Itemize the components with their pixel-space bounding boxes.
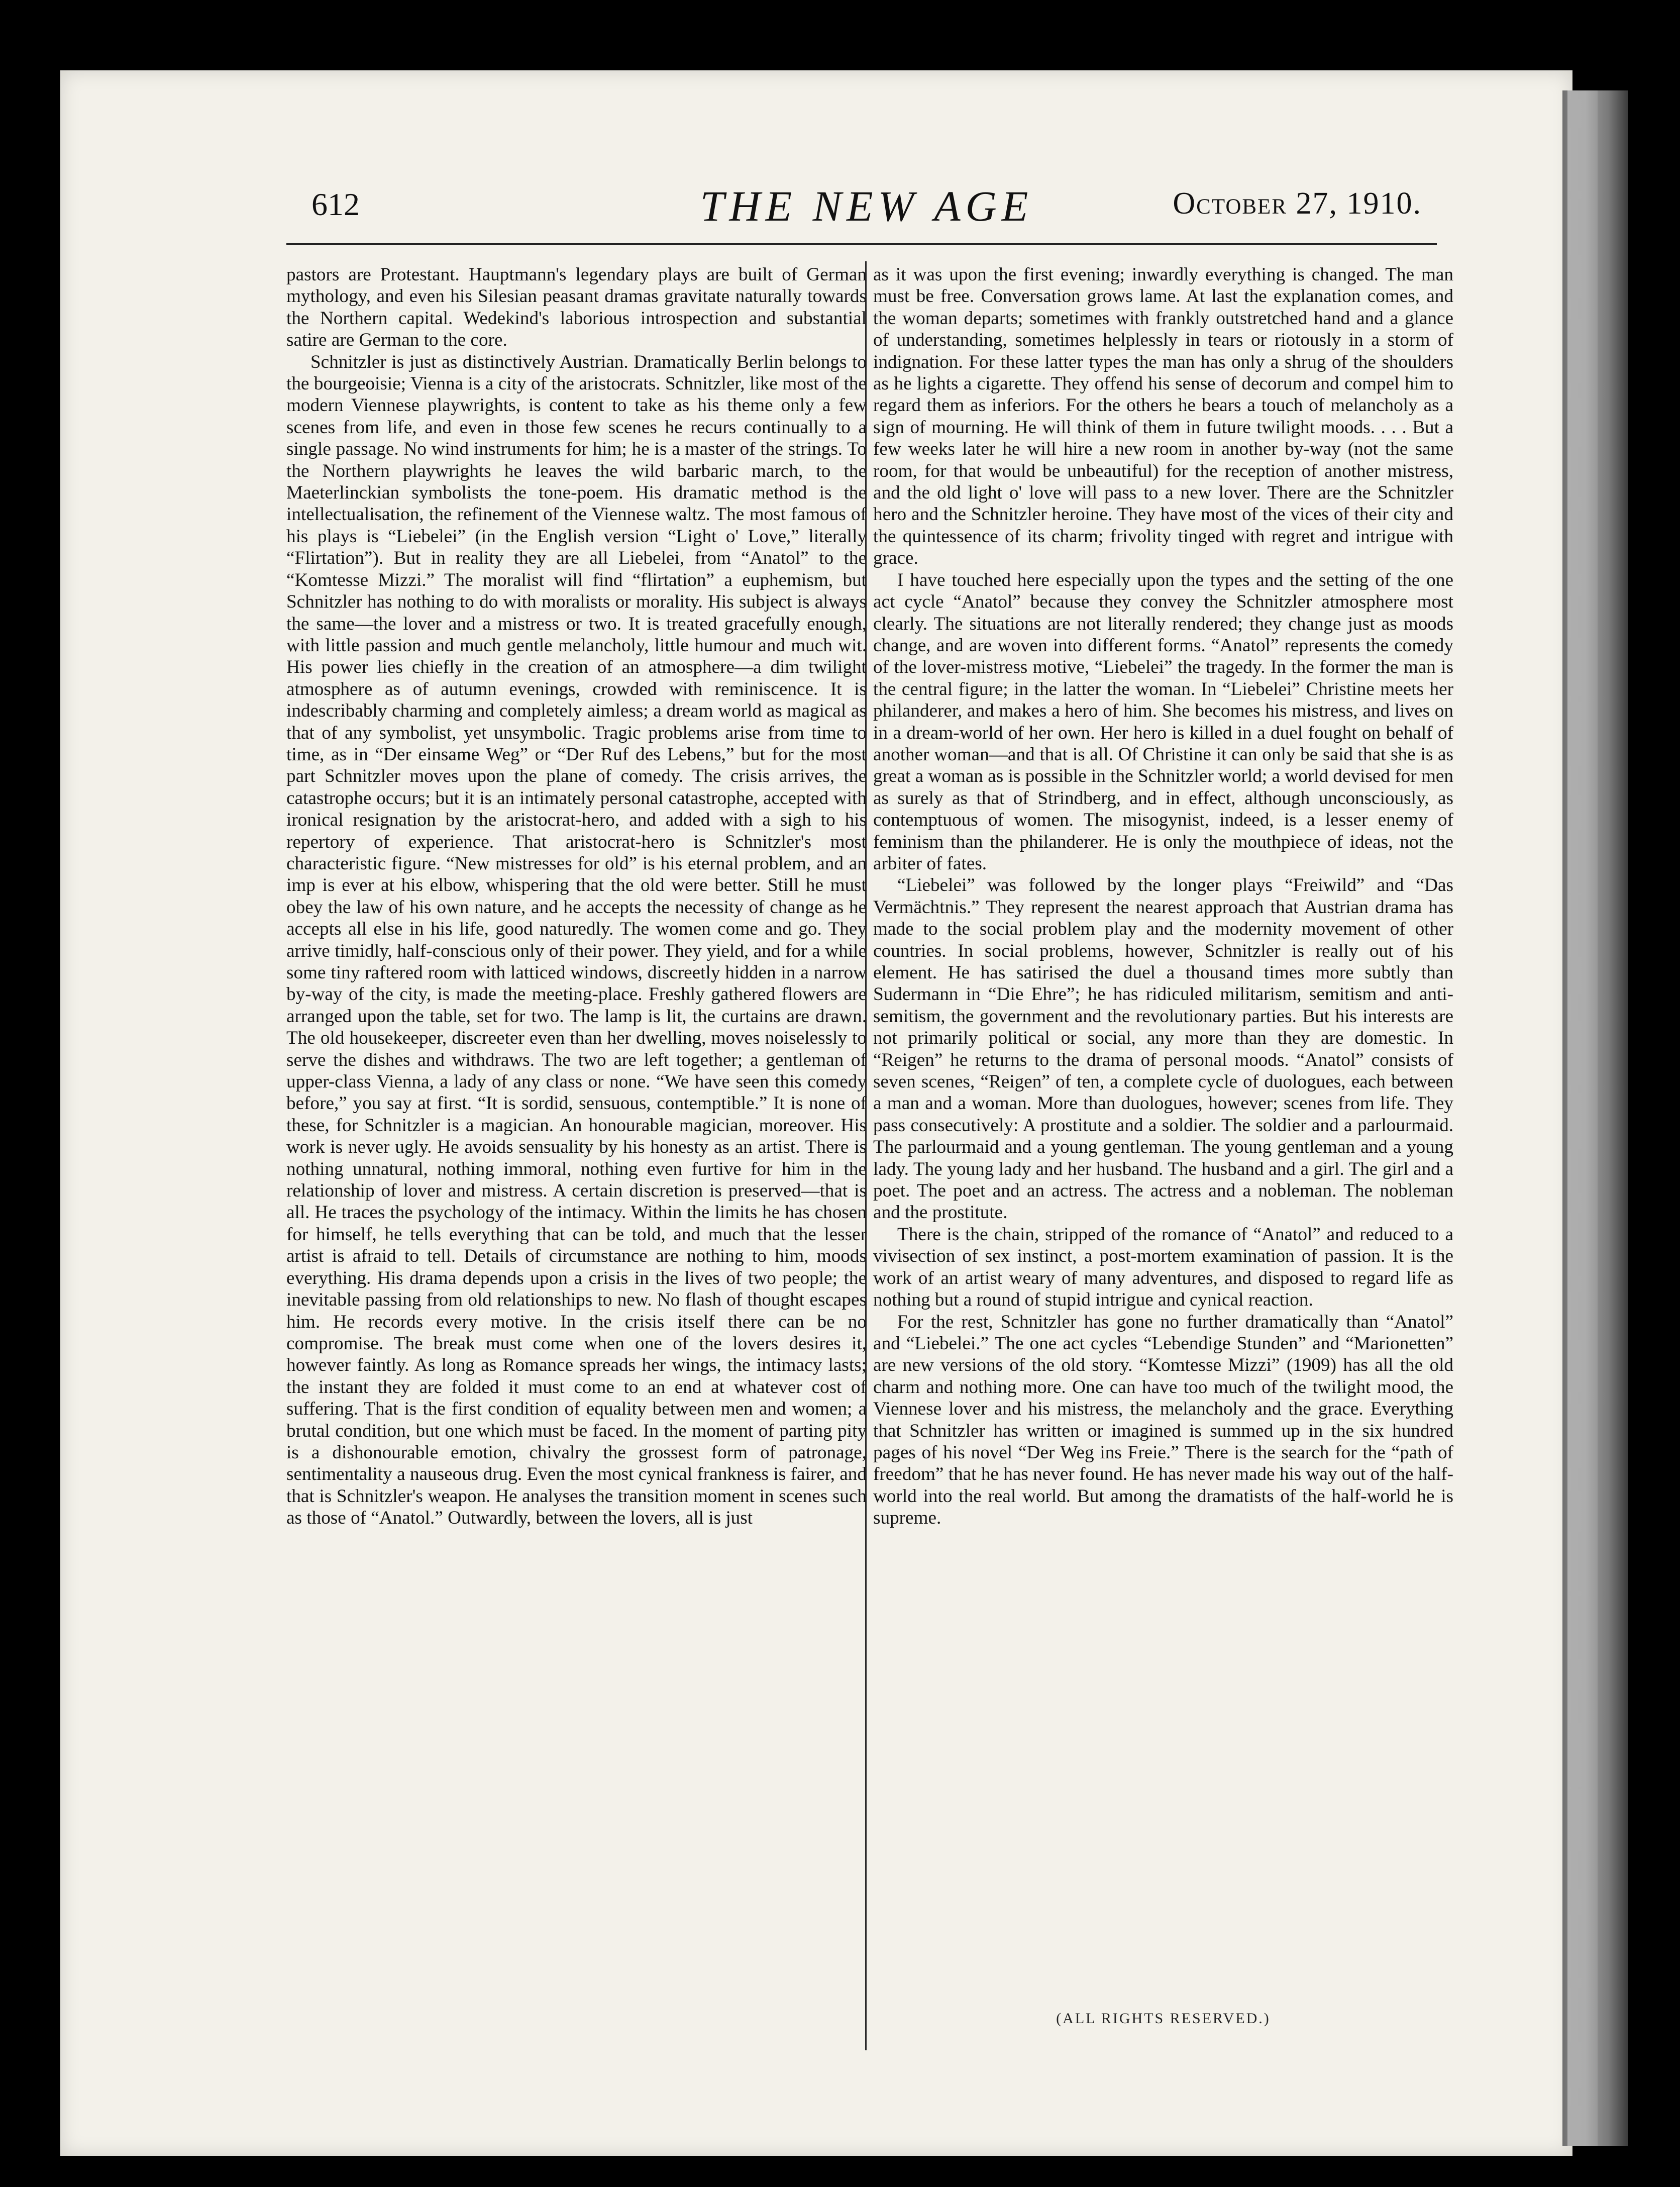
- issue-date: October 27, 1910.: [1173, 186, 1422, 221]
- right-column: [873, 264, 1453, 2053]
- page-header: [311, 181, 1422, 236]
- binding-edge-highlight: [1567, 90, 1598, 2146]
- rights-notice: (ALL RIGHTS RESERVED.): [1056, 2010, 1271, 2027]
- paragraph: Schnitzler is just as distinctively Austrian. Dramatically Berlin belongs to the bourgeoisie; Vienna is a city of the aristocrats. Schnitzler, like most of the modern Viennese playwrights, is content to take as his theme only a few scenes from life, and even in those few scenes he recurs continually to a single passage. No wind instruments for him; he is a master of the strings. To the Northern playwrights he leaves the wild barbaric march, to the Maeterlinckian symbolists the tone-poem. His dramatic method is the intellectualisation, the refinement of the Viennese waltz. The most famous of his plays is “Liebelei” (in the English version “Light o' Love,” literally “Flirtation”). But in reality they are all Liebelei, from “Anatol” to the “Komtesse Mizzi.” The moralist will find “flirtation” a euphemism, but Schnitzler has nothing to do with moralists or morality. His subject is always the same—the lover and a mistress or two. It is treated gracefully enough, with little passion and much gentle melancholy, little humour and much wit. His power lies chiefly in the creation of an atmosphere—a dim twilight atmosphere as of autumn evenings, crowded with reminiscence. It is indescribably charming and completely aimless; a dream world as magical as that of any symbolist, yet unsymbolic. Tragic problems arise from time to time, as in “Der einsame Weg” or “Der Ruf des Lebens,” but for the most part Schnitzler moves upon the plane of comedy. The crisis arrives, the catastrophe occurs; but it is an intimately personal catastrophe, accepted with ironical resignation by the aristocrat-hero, and added with a sigh to his repertory of experience. That aristocrat-hero is Schnitzler's most characteristic figure. “New mistresses for old” is his eternal problem, and an imp is ever at his elbow, whispering that the old were better. Still he must obey the law of his own nature, and he accepts the necessity of change as he accepts all else in his life, good naturedly. The women come and go. They arrive timidly, half-conscious only of their power. They yield, and for a while some tiny raftered room with latticed windows, discreetly hidden in a narrow by-way of the city, is made the meeting-place. Freshly gathered flowers are arranged upon the table, set for two. The lamp is lit, the curtains are drawn. The old housekeeper, discreeter even than her dwelling, moves noiselessly to serve the dishes and withdraws. The two are left together; a gentleman of upper-class Vienna, a lady of any class or none. “We have seen this comedy before,” you say at first. “It is sordid, sensuous, contemptible.” It is none of these, for Schnitzler is a magician. An honourable magician, moreover. His work is never ugly. He avoids sensuality by his honesty as an artist. There is nothing unnatural, nothing immoral, nothing even furtive for him in the relationship of lover and mistress. A certain discretion is preserved—that is all. He traces the psychology of the intimacy. Within the limits he has chosen for himself, he tells everything that can be told, and much that the lesser artist is afraid to tell. Details of circumstance are nothing to him, moods everything. His drama depends upon a crisis in the lives of two people; the inevitable passing from old relationships to new. No flash of thought escapes him. He records every motive. In the crisis itself there can be no compromise. The break must come when one of the lovers desires it, however faintly. As long as Romance spreads her wings, the intimacy lasts; the instant they are folded it must come to an end at whatever cost of suffering. That is the first condition of equality between men and women; a brutal condition, but one which must be faced. In the moment of parting pity is a dishonourable emotion, chivalry the grossest form of patronage, sentimentality a nauseous drug. Even the most cynical frankness is fairer, and that is Schnitzler's weapon. He analyses the transition moment in scenes such as those of “Anatol.” Outwardly, between the lovers, all is just: [286, 351, 867, 1529]
- paragraph: I have touched here especially upon the types and the setting of the one act cycle “Anatol” because they convey the Schnitzler atmosphere most clearly. The situations are not literally rendered; they change just as moods change, and are woven into different forms. “Anatol” represents the comedy of the lover-mistress motive, “Liebelei” the tragedy. In the former the man is the central figure; in the latter the woman. In “Liebelei” Christine meets her philanderer, and makes a hero of him. She becomes his mistress, and lives on in a dream-world of her own. Her hero is killed in a duel fought on behalf of another woman—and that is all. Of Christine it can only be said that she is as great a woman as is possible in the Schnitzler world; a world devised for men as surely as that of Strindberg, and in effect, although unconsciously, as contemptuous of women. The misogynist, indeed, is a lesser enemy of feminism than the philanderer. He is only the mouthpiece of ideas, not the arbiter of fates.: [873, 569, 1453, 874]
- paragraph: pastors are Protestant. Hauptmann's legendary plays are built of German mythology, and even his Silesian peasant dramas gravitate naturally towards the Northern capital. Wedekind's laborious introspection and substantial satire are German to the core.: [286, 264, 867, 351]
- left-column: [286, 264, 867, 2053]
- paragraph: “Liebelei” was followed by the longer plays “Freiwild” and “Das Vermächtnis.” They represent the nearest approach that Austrian drama has made to the social problem play and the modernity movement of other countries. In social problems, however, Schnitzler is really out of his element. He has satirised the duel a thousand times more subtly than Sudermann in “Die Ehre”; he has ridiculed militarism, semitism and anti-semitism, the government and the revolutionary parties. But his interests are not primarily political or social, any more than they are domestic. In “Reigen” he returns to the drama of personal moods. “Anatol” consists of seven scenes, “Reigen” of ten, a complete cycle of duologues, each between a man and a woman. More than duologues, however; scenes from life. They pass consecutively: A prostitute and a soldier. The soldier and a parlourmaid. The parlourmaid and a young gentleman. The young gentleman and a young lady. The young lady and her husband. The husband and a girl. The girl and a poet. The poet and an actress. The actress and a nobleman. The nobleman and the prostitute.: [873, 875, 1453, 1223]
- paragraph: There is the chain, stripped of the romance of “Anatol” and reduced to a vivisection of sex instinct, a post-mortem examination of passion. It is the work of an artist weary of many adventures, and disposed to regard life as nothing but a round of stupid intrigue and cynical reaction.: [873, 1224, 1453, 1311]
- paragraph: For the rest, Schnitzler has gone no further dramatically than “Anatol” and “Liebelei.” The one act cycles “Lebendige Stunden” and “Marionetten” are new versions of the old story. “Komtesse Mizzi” (1909) has all the old charm and nothing more. One can have too much of the twilight mood, the Viennese lover and his mistress, the melancholy and the grace. Everything that Schnitzler has written or imagined is summed up in the six hundred pages of his novel “Der Weg ins Freie.” There is the search for the “path of freedom” that he has never found. He has never made his way out of the half-world into the real world. But among the dramatists of the half-world he is supreme.: [873, 1311, 1453, 1529]
- scan-border: [0, 0, 60, 2187]
- header-rule: [286, 243, 1437, 245]
- page-number: 612: [311, 186, 360, 222]
- paragraph: as it was upon the first evening; inwardly everything is changed. The man must be free. Conversation grows lame. At last the explanation comes, and the woman departs; sometimes with frankly outstretched hand and a glance of understanding, sometimes helplessly in tears or riotously in a storm of indignation. For these latter types the man has only a shrug of the shoulders as he lights a cigarette. They offend his sense of decorum and compel him to regard them as inferiors. For the others he bears a touch of melancholy as a sign of mourning. He will think of them in future twilight moods. . . . But a few weeks later he will hire a new room in another by-way (not the same room, for that would be unbeautiful) for the reception of another mistress, and the old light o' love will pass to a new lover. There are the Schnitzler hero and the Schnitzler heroine. They have most of the vices of their city and the quintessence of its charm; frivolity tinged with regret and intrigue with grace.: [873, 264, 1453, 569]
- publication-title: THE NEW AGE: [700, 182, 1033, 230]
